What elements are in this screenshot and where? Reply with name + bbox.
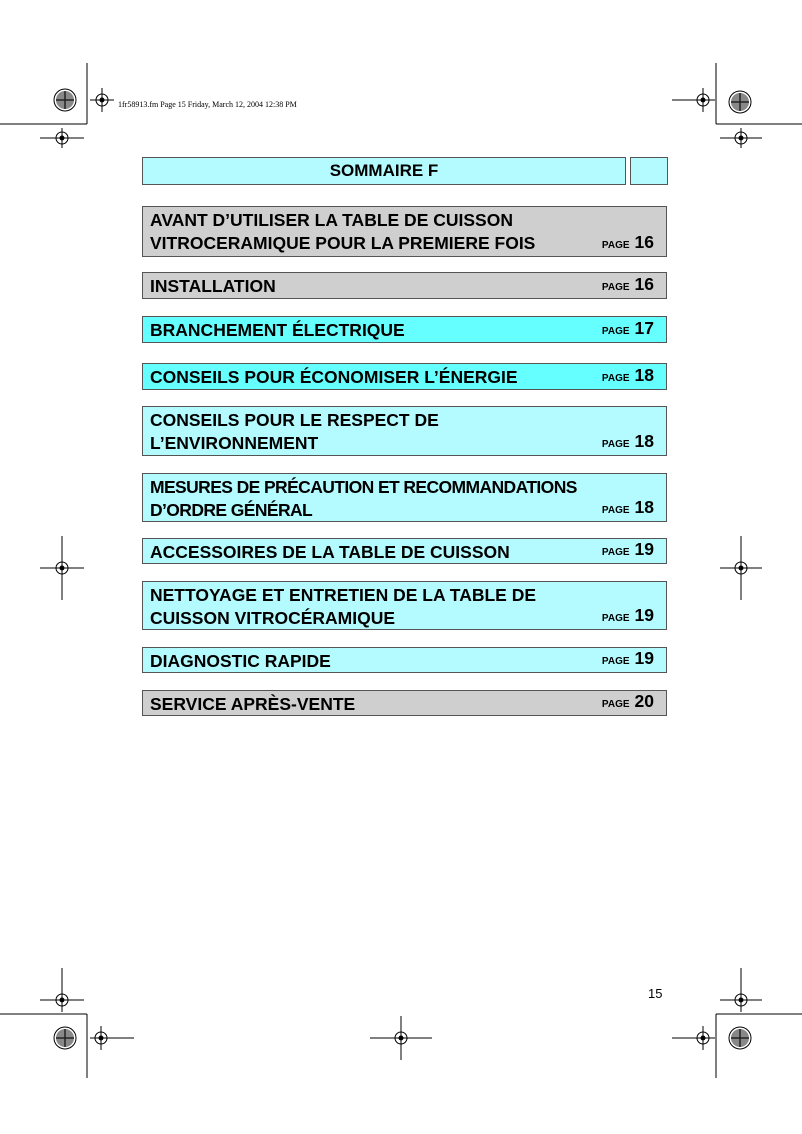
toc-entry-page: PAGE 19 (601, 539, 654, 559)
toc-entry-title: DIAGNOSTIC RAPIDE (150, 651, 331, 671)
print-header: 1fr58913.fm Page 15 Friday, March 12, 2004 12:38 PM (118, 100, 297, 109)
toc-entry-title: CONSEILS POUR ÉCONOMISER L’ÉNERGIE (150, 367, 518, 387)
toc-entry-title: NETTOYAGE ET ENTRETIEN DE LA TABLE DE CUISSON VITROCÉRAMIQUE (150, 585, 537, 628)
toc-entry-page: PAGE 19 (601, 648, 654, 668)
toc-entry-title: BRANCHEMENT ÉLECTRIQUE (150, 320, 405, 340)
toc-entry-page: PAGE 18 (601, 365, 654, 385)
toc-entry-title: CONSEILS POUR LE RESPECT DE L’ENVIRONNEMENT (150, 410, 439, 453)
toc-entry-title: AVANT D’UTILISER LA TABLE DE CUISSON VITROCERAMIQUE POUR LA PREMIERE FOIS (150, 210, 536, 253)
toc-entry-title: ACCESSOIRES DE LA TABLE DE CUISSON (150, 542, 510, 562)
toc-entry-page: PAGE 20 (601, 691, 654, 711)
toc-title: SOMMAIRE F (142, 157, 626, 185)
toc-entry-page: PAGE 19 (601, 605, 654, 625)
toc-entry-page: PAGE 16 (601, 274, 654, 294)
toc-entry-page: PAGE 18 (601, 431, 654, 451)
toc-entry-page: PAGE 17 (601, 318, 654, 338)
toc-entry-title: SERVICE APRÈS-VENTE (150, 694, 356, 714)
toc-entry-title: INSTALLATION (150, 276, 276, 296)
page-number: 15 (648, 986, 663, 1001)
toc-entry-page: PAGE 16 (601, 232, 654, 252)
toc-entry-title: MESURES DE PRÉCAUTION ET RECOMMANDATIONS D’ORDRE GÉNÉRAL (150, 477, 577, 520)
toc-entry-page: PAGE 18 (601, 497, 654, 517)
